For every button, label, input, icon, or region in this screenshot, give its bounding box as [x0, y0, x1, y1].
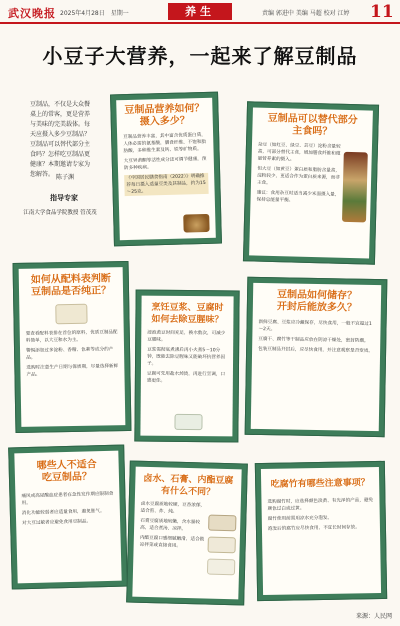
card-title: 如何从配料表判断 豆制品是否纯正？: [30, 273, 112, 298]
newspaper-logo: 武汉晚报: [8, 7, 56, 20]
section-label: 养生: [168, 3, 232, 20]
card-title: 吃腐竹有哪些注意事项？: [270, 478, 370, 490]
card-storage: [245, 277, 388, 437]
card-title: 卤水、石膏、内酯豆腐 有什么不同？: [143, 473, 234, 498]
tofu-block-image: [208, 515, 236, 532]
card-unsuitable: [8, 445, 128, 590]
intro-author: 陈子渊: [56, 174, 75, 181]
card-tofu-types: [126, 460, 248, 605]
masthead: [0, 0, 400, 24]
card-title: 豆制品可以替代部分 主食吗？: [267, 112, 358, 138]
beans-image: [342, 152, 368, 223]
source-credit: 来源：人民网: [355, 613, 392, 620]
editors-credit: 责编 郭进中 美编 马超 校对 江婷: [262, 10, 350, 17]
card-body: 要查看配料表排在首位的原料，优质豆制品配料简单，以大豆和水为主。 警惕添加过多淀粉、香精、色素等成分的产品。 选购时注意生产日期与保质期，尽量选择新鲜产品。: [25, 330, 119, 378]
card-body: 杂豆（如红豆、绿豆、芸豆）淀粉含量较高，可部分替代主食，增加膳食纤维和微量营养素的摄入。 但大豆（如黄豆）蛋白质和脂肪含量高，淀粉较少，更适合作为蛋白质来源，而非主食。 建议：食用杂豆时适当减少米面摄入量，保持总能量平衡。: [256, 142, 341, 204]
header-rule: [0, 22, 400, 24]
card-quality: [13, 261, 132, 433]
card-title: 哪些人不适合 吃豆制品？: [36, 459, 97, 484]
card-body: 痛风或高尿酸血症患者在急性发作期应限制食用。 消化功能较弱者应适量食用，避免胀气。 对大豆过敏者应避免食用豆制品。: [21, 491, 114, 527]
card-body: 豆制品营养丰富，其中富含优质蛋白质，人体必需的氨基酸，膳食纤维、不饱和脂肪酸，多种维生素及钙、铁等矿物质。 大豆异黄酮等活性成分还可调节健康，预防多种疾病。 《中国居民膳食指南（2022）》明确推荐每日摄入适量豆类及其制品，约为15～25克。: [123, 132, 209, 199]
card-body: 卤水豆腐质地较硬，豆香浓郁，适合煎、炸、炖。 石膏豆腐质地较嫩，含水量较高，适合煮汤、凉拌。 内酯豆腐口感细腻嫩滑，适合做凉拌菜或直接食用。: [139, 501, 206, 549]
card-staple: [243, 101, 379, 264]
tofu-block-image: [207, 559, 235, 576]
card-yuba: [255, 461, 387, 601]
bean-bowl-image: [183, 214, 209, 233]
card-body: 选购腐竹时，应选择颜色淡黄、有光泽的产品，避免颜色过白或过黄。 腐竹使用前需用凉水充分泡发。 泡发后的腐竹应尽快食用，不宜长时间存放。: [267, 498, 374, 532]
tofu-image: [55, 304, 87, 325]
card-title: 豆制品如何储存？ 开封后能放多久？: [276, 289, 358, 314]
card-title: 烹饪豆浆、豆腐时 如何去除豆腥味？: [151, 302, 224, 326]
card-intake: [110, 92, 222, 247]
tofu-block-image: [207, 537, 235, 554]
card-cooking: [134, 290, 239, 443]
intro-text: 豆制品，不仅是大众餐桌上的常客，更是营养与美味的完美载体。每天应摄入多少豆制品？豆制品可以替代部分主食吗？怎样吃豆制品更健康？本期邀请专家为您解答。: [30, 101, 91, 178]
page-headline: 小豆子大营养，一起来了解豆制品: [42, 44, 358, 68]
card-body: 新鲜豆腐、豆浆应冷藏保存，尽快食用，一般不宜超过1～2天。 豆腐干、腐竹等干制品应放在阴凉干燥处，密封防潮。 包装豆制品开封后，应尽快食用，并注意观察是否变质。: [258, 319, 374, 354]
soy-milk-image: [174, 414, 202, 430]
page-number: 11: [370, 2, 394, 22]
card-title: 豆制品营养如何？ 摄入多少？: [124, 102, 205, 128]
dateline: 2025年4月28日 星期一: [60, 10, 129, 17]
expert-org: 江南大学食品学院教授 管茂茂: [23, 210, 97, 216]
expert-label: 指导专家: [50, 194, 78, 202]
card-body: 浸泡黄豆时间充足，换水数次，可减少豆腥味。 豆浆需彻底煮沸后再小火煮5～10分钟，既能去除豆腥味又能破坏抗营养因子。 豆腐可先用盐水焯烫，再进行烹调，口感更佳。: [146, 330, 226, 384]
